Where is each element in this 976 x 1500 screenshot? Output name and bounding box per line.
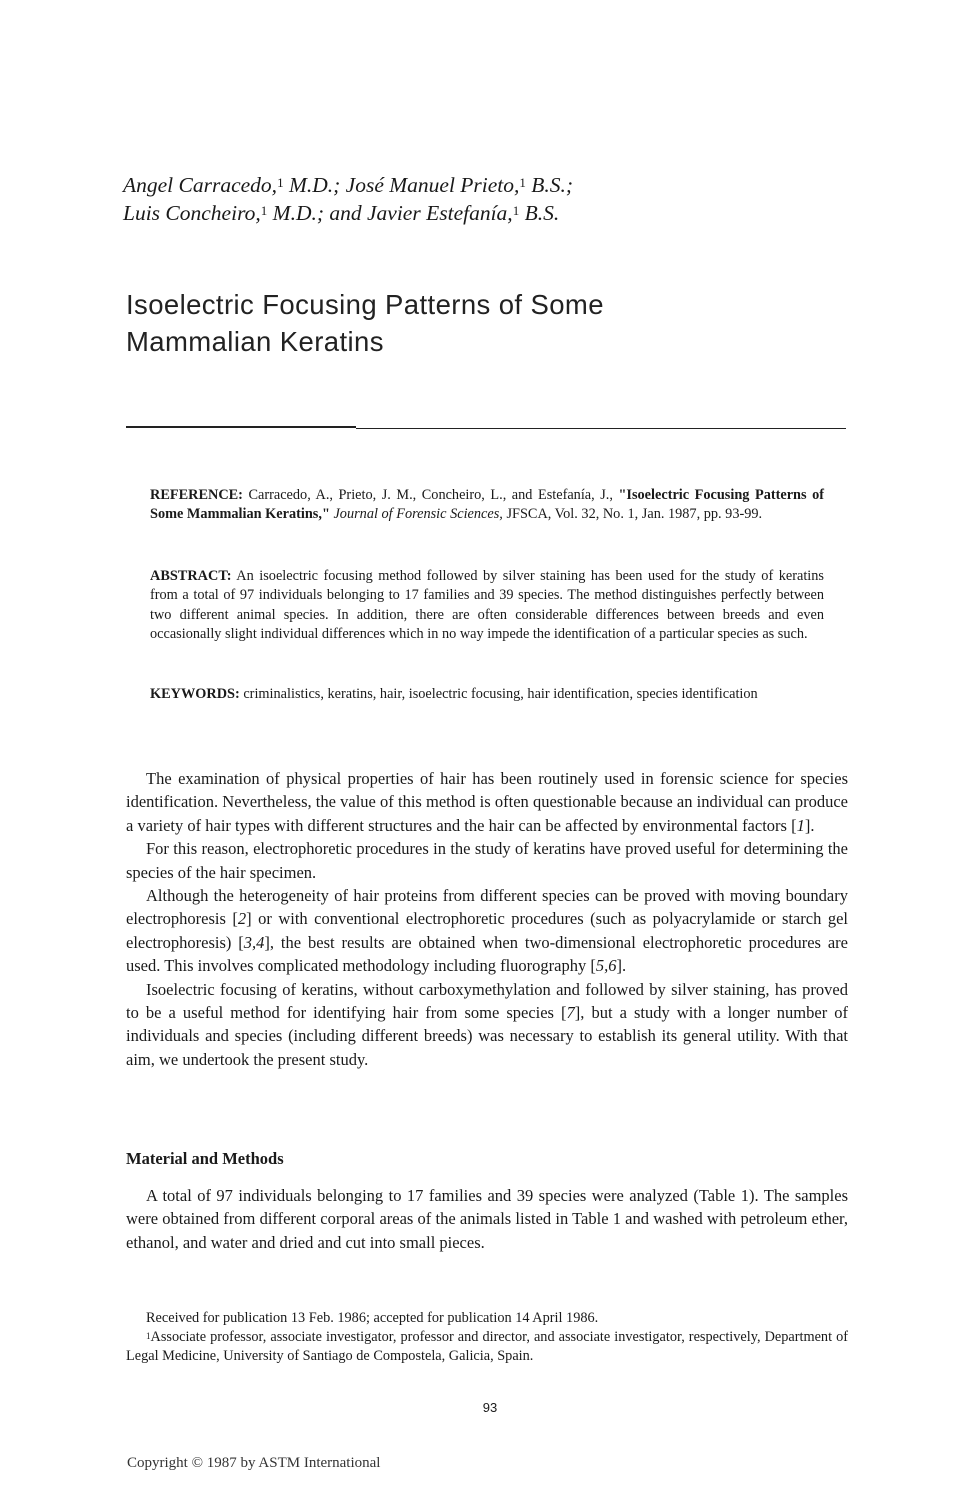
body-paragraph: Although the heterogeneity of hair proteins from different species can be proved with moving boundary electrophoresis [2] or with conventional electrophoretic procedures (such as polyacrylamide or starch gel electrophoresis) [3,4], the best results are obtained when two-dimensional electrophoretic procedures are used. This involves complicated methodology including fluorography [5,6]. (126, 886, 849, 976)
citation: 2 (237, 909, 247, 929)
citation: 7 (566, 1003, 575, 1023)
keywords-text: criminalistics, keratins, hair, isoelectric focusing, hair identification, species identification (239, 686, 758, 702)
author-list (123, 171, 883, 227)
author-line-1: Angel Carracedo,$^1$ M.D.; José Manuel Prieto,$^1$ B.S.; (123, 173, 574, 197)
reference-block: REFERENCE: Carracedo, A., Prieto, J. M., Concheiro, L., and Estefanía, J., "Isoelectric Focusing Patterns of Some Mammalian Keratins," Journal of Forensic Sciences, JFSCA, Vol. 32, No. 1, Jan. 1987, pp. 93-99. (150, 487, 824, 523)
citation: 3,4 (243, 932, 265, 952)
affiliation-note: $^1$Associate professor, associate investigator, professor and director, and associate investigator, respectively, Department of Legal Medicine, University of Santiago de Compostela, Galicia, Spain. (126, 1329, 848, 1364)
title-rule-thick (126, 426, 356, 428)
introduction-body (126, 767, 848, 1071)
body-paragraph: Isoelectric focusing of keratins, without carboxymethylation and followed by silver staining, has proved to be a useful method for identifying hair from some species [7], but a study with a longer number of individuals and species (including different breeds) was necessary to establish its general utility. With that aim, we undertook the present study. (126, 979, 848, 1069)
citation: 1 (796, 815, 805, 835)
body-paragraph: For this reason, electrophoretic procedures in the study of keratins have proved useful for determining the species of the hair specimen. (126, 839, 848, 882)
affiliation-marker: 1 (277, 175, 284, 190)
body-paragraph: The examination of physical properties of hair has been routinely used in forensic science for species identification. Nevertheless, the value of this method is often questionable because an individual can produce a variety of hair types with different structures and the hair can be affected by environmental factors [1]. (126, 769, 848, 835)
copyright-notice: Copyright © 1987 by ASTM International (127, 1455, 381, 1471)
affiliation-marker: 1 (519, 175, 526, 190)
page-number: 93 (482, 1400, 498, 1415)
keywords-block (150, 685, 824, 704)
section-heading: Material and Methods (126, 1149, 284, 1168)
abstract-label: ABSTRACT: (150, 568, 232, 584)
citation: 5,6 (595, 956, 617, 976)
affiliation-marker: 1 (260, 203, 268, 218)
title-rule (356, 428, 846, 429)
reference-label: REFERENCE: (150, 487, 243, 503)
paper-title: Isoelectric Focusing Patterns of Some Mammalian Keratins (126, 289, 604, 357)
received-note: Received for publication 13 Feb. 1986; accepted for publication 14 April 1986. (146, 1310, 599, 1326)
body-paragraph: A total of 97 individuals belonging to 17 families and 39 species were analyzed (Table 1). The samples were obtained from different corporal areas of the animals listed in Table 1 and washed with petroleum ether, ethanol, and water and dried and cut into small pieces. (126, 1186, 848, 1252)
keywords-label: KEYWORDS: (150, 686, 240, 702)
author-line-2: Luis Concheiro,$^1$ M.D.; and Javier Estefanía,$^1$ B.S. (123, 201, 560, 225)
abstract-text: An isoelectric focusing method followed by silver staining has been used for the study of keratins from a total of 97 individuals belonging to 17 families and 39 species. The method distinguishes perfectly between two different animal species. In addition, there are often considerable differences between breeds and even occasionally slight individual differences which in no way impede the identification of a particular species as such. (150, 568, 824, 642)
reference-title: "Isoelectric Focusing Patterns of Some Mammalian Keratins," (150, 487, 824, 523)
abstract-block (150, 567, 824, 644)
methods-body (126, 1184, 848, 1254)
affiliation-marker: 1 (512, 203, 520, 218)
reference-journal: Journal of Forensic Sciences, (329, 506, 503, 523)
footnotes (126, 1309, 848, 1366)
